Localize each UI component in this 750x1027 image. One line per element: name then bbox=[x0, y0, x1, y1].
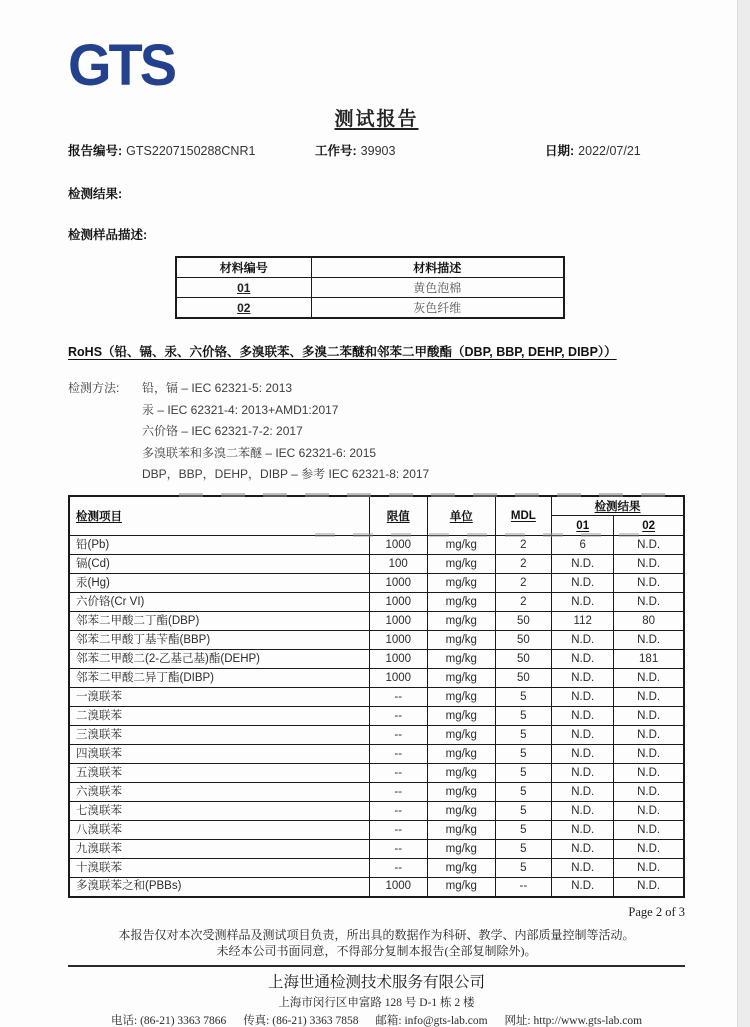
method-line: 汞 – IEC 62321-4: 2013+AMD1:2017 bbox=[142, 402, 339, 417]
table-cell: 镉(Cd) bbox=[69, 555, 369, 574]
table-cell: N.D. bbox=[552, 707, 614, 726]
table-cell: 5 bbox=[495, 707, 552, 726]
table-cell: N.D. bbox=[614, 745, 684, 764]
table-cell: 02 bbox=[176, 298, 311, 319]
results-table-container bbox=[68, 495, 685, 898]
table-cell: mg/kg bbox=[427, 840, 495, 859]
sample-description-label: 检测样品描述: bbox=[68, 228, 148, 242]
job-number-label: 工作号: bbox=[315, 144, 357, 158]
table-cell: mg/kg bbox=[427, 536, 495, 555]
table-cell: N.D. bbox=[552, 764, 614, 783]
email-value: info@gts-lab.com bbox=[404, 1014, 488, 1027]
table-cell: 1000 bbox=[369, 612, 427, 631]
table-row bbox=[69, 783, 684, 802]
table-cell: mg/kg bbox=[427, 745, 495, 764]
test-methods-lines bbox=[142, 378, 685, 486]
table-cell: 1000 bbox=[369, 650, 427, 669]
disclaimer bbox=[68, 927, 685, 960]
company-name: 上海世通检测技术服务有限公司 bbox=[267, 973, 485, 991]
table-cell: 灰色纤维 bbox=[311, 298, 564, 319]
table-cell: N.D. bbox=[614, 802, 684, 821]
table-cell: 八溴联苯 bbox=[69, 821, 369, 840]
table-cell: 5 bbox=[495, 859, 552, 878]
report-number-label: 报告编号: bbox=[68, 144, 123, 158]
table-cell: 1000 bbox=[369, 593, 427, 612]
table-cell: 黄色泡棉 bbox=[311, 278, 564, 298]
report-number bbox=[68, 141, 315, 159]
email-label: 邮箱: bbox=[375, 1014, 402, 1027]
table-cell: N.D. bbox=[614, 764, 684, 783]
results-header-unit: 单位 bbox=[449, 510, 473, 523]
table-cell: N.D. bbox=[614, 840, 684, 859]
table-cell: -- bbox=[495, 878, 552, 897]
test-methods-label: 检测方法: bbox=[68, 381, 120, 395]
website bbox=[504, 1015, 642, 1027]
results-header-row-1 bbox=[69, 496, 684, 516]
table-cell: 2 bbox=[495, 593, 552, 612]
table-row bbox=[69, 707, 684, 726]
table-row bbox=[69, 631, 684, 650]
materials-table bbox=[175, 256, 565, 319]
results-header-item: 检测项目 bbox=[76, 510, 122, 523]
materials-header-row bbox=[176, 257, 564, 278]
table-cell: mg/kg bbox=[427, 669, 495, 688]
table-row bbox=[69, 726, 684, 745]
website-value: http://www.gts-lab.com bbox=[533, 1014, 643, 1027]
table-row bbox=[69, 821, 684, 840]
table-cell: -- bbox=[369, 764, 427, 783]
table-cell: -- bbox=[369, 688, 427, 707]
table-cell: N.D. bbox=[552, 574, 614, 593]
table-cell: 四溴联苯 bbox=[69, 745, 369, 764]
table-row bbox=[69, 612, 684, 631]
table-cell: N.D. bbox=[552, 593, 614, 612]
table-cell: 汞(Hg) bbox=[69, 574, 369, 593]
method-line: 六价铬 – IEC 62321-7-2: 2017 bbox=[142, 424, 303, 438]
table-cell: N.D. bbox=[552, 859, 614, 878]
table-cell: -- bbox=[369, 821, 427, 840]
table-row bbox=[69, 745, 684, 764]
table-cell: 50 bbox=[495, 631, 552, 650]
email bbox=[375, 1015, 487, 1027]
report-meta-row bbox=[68, 141, 685, 159]
table-cell: 5 bbox=[495, 783, 552, 802]
table-cell: 1000 bbox=[369, 669, 427, 688]
table-cell: mg/kg bbox=[427, 821, 495, 840]
job-number bbox=[315, 141, 545, 159]
fax-label: 传真: bbox=[243, 1014, 270, 1027]
table-row bbox=[176, 298, 564, 319]
table-cell: N.D. bbox=[552, 745, 614, 764]
table-cell: 5 bbox=[495, 745, 552, 764]
table-cell: N.D. bbox=[552, 878, 614, 897]
test-results-label: 检测结果: bbox=[68, 187, 123, 201]
table-cell: 5 bbox=[495, 840, 552, 859]
phone bbox=[111, 1015, 226, 1027]
table-cell: N.D. bbox=[552, 840, 614, 859]
report-content bbox=[68, 0, 685, 1027]
method-line: 铅，镉 – IEC 62321-5: 2013 bbox=[142, 381, 293, 395]
table-cell: 邻苯二甲酸二丁酯(DBP) bbox=[69, 612, 369, 631]
table-cell: N.D. bbox=[552, 688, 614, 707]
table-cell: 十溴联苯 bbox=[69, 859, 369, 878]
table-cell: 5 bbox=[495, 688, 552, 707]
footer-divider bbox=[68, 965, 685, 967]
table-cell: N.D. bbox=[552, 631, 614, 650]
table-cell: -- bbox=[369, 707, 427, 726]
rohs-heading: RoHS（铅、镉、汞、六价铬、多溴联苯、多溴二苯醚和邻苯二甲酸酯（DBP, BBP, DEHP, DIBP）） bbox=[68, 345, 617, 359]
results-header-mdl: MDL bbox=[510, 509, 536, 522]
report-title bbox=[68, 104, 685, 131]
table-cell: 181 bbox=[614, 650, 684, 669]
company-address: 上海市闵行区申富路 128 号 D-1 栋 2 楼 bbox=[278, 996, 475, 1009]
table-cell: 铅(Pb) bbox=[69, 536, 369, 555]
table-cell: 邻苯二甲酸二异丁酯(DIBP) bbox=[69, 669, 369, 688]
phone-value: (86-21) 3363 7866 bbox=[140, 1014, 227, 1027]
table-cell: N.D. bbox=[614, 707, 684, 726]
report-number-value: GTS2207150288CNR1 bbox=[126, 144, 256, 158]
phone-label: 电话: bbox=[110, 1014, 138, 1027]
table-cell: 九溴联苯 bbox=[69, 840, 369, 859]
table-cell: 邻苯二甲酸二(2-乙基己基)酯(DEHP) bbox=[69, 650, 369, 669]
table-cell: mg/kg bbox=[427, 688, 495, 707]
method-line: DBP，BBP，DEHP，DIBP – 参考 IEC 62321-8: 2017 bbox=[142, 467, 430, 481]
materials-header-desc: 材料描述 bbox=[311, 257, 564, 278]
table-cell: 五溴联苯 bbox=[69, 764, 369, 783]
table-cell: 邻苯二甲酸丁基苄酯(BBP) bbox=[69, 631, 369, 650]
table-cell: 50 bbox=[495, 612, 552, 631]
table-cell: N.D. bbox=[552, 650, 614, 669]
table-cell: N.D. bbox=[552, 726, 614, 745]
table-cell: 1000 bbox=[369, 536, 427, 555]
table-cell: mg/kg bbox=[427, 631, 495, 650]
table-cell: -- bbox=[369, 783, 427, 802]
table-cell: mg/kg bbox=[427, 593, 495, 612]
table-cell: N.D. bbox=[552, 821, 614, 840]
table-cell: N.D. bbox=[614, 821, 684, 840]
results-header-result-group: 检测结果 bbox=[594, 500, 641, 513]
table-cell: -- bbox=[369, 840, 427, 859]
disclaimer-line-1: 本报告仅对本次受测样品及测试项目负责，所出具的数据作为科研、教学、内部质量控制等活动。 bbox=[118, 927, 635, 942]
table-cell: 2 bbox=[495, 555, 552, 574]
table-cell: mg/kg bbox=[427, 650, 495, 669]
table-cell: mg/kg bbox=[427, 802, 495, 821]
table-row bbox=[69, 802, 684, 821]
table-cell: 1000 bbox=[369, 574, 427, 593]
table-cell: 5 bbox=[495, 764, 552, 783]
table-cell: 100 bbox=[369, 555, 427, 574]
table-cell: N.D. bbox=[614, 669, 684, 688]
table-cell: N.D. bbox=[614, 593, 684, 612]
table-cell: N.D. bbox=[614, 726, 684, 745]
table-cell: 2 bbox=[495, 574, 552, 593]
materials-table-body bbox=[176, 278, 564, 319]
table-cell: N.D. bbox=[614, 688, 684, 707]
table-cell: 六价铬(Cr VI) bbox=[69, 593, 369, 612]
fax bbox=[243, 1015, 358, 1027]
table-cell: N.D. bbox=[552, 555, 614, 574]
materials-header-id: 材料编号 bbox=[176, 257, 311, 278]
table-cell: mg/kg bbox=[427, 574, 495, 593]
method-line: 多溴联苯和多溴二苯醚 – IEC 62321-6: 2015 bbox=[142, 445, 377, 460]
results-header-col02: 02 bbox=[642, 519, 656, 532]
table-row bbox=[69, 840, 684, 859]
table-row bbox=[69, 764, 684, 783]
table-cell: N.D. bbox=[614, 574, 684, 593]
table-cell: 50 bbox=[495, 669, 552, 688]
gts-logo: GTS bbox=[68, 31, 175, 98]
table-cell: 二溴联苯 bbox=[69, 707, 369, 726]
table-cell: mg/kg bbox=[427, 878, 495, 897]
table-cell: -- bbox=[369, 859, 427, 878]
results-header-limit: 限值 bbox=[386, 510, 410, 523]
table-row bbox=[69, 650, 684, 669]
fax-value: (86-21) 3363 7858 bbox=[272, 1014, 359, 1027]
table-row bbox=[69, 688, 684, 707]
table-cell: mg/kg bbox=[427, 764, 495, 783]
table-row bbox=[69, 574, 684, 593]
table-cell: mg/kg bbox=[427, 726, 495, 745]
table-cell: -- bbox=[369, 726, 427, 745]
website-label: 网址: bbox=[504, 1014, 531, 1027]
table-row bbox=[69, 878, 684, 897]
table-cell: N.D. bbox=[614, 878, 684, 897]
table-row bbox=[69, 859, 684, 878]
table-cell: mg/kg bbox=[427, 783, 495, 802]
report-date-value: 2022/07/21 bbox=[578, 144, 641, 158]
table-cell: 5 bbox=[495, 802, 552, 821]
table-cell: 5 bbox=[495, 821, 552, 840]
results-table bbox=[68, 495, 685, 898]
job-number-value: 39903 bbox=[360, 144, 396, 158]
table-row bbox=[69, 669, 684, 688]
page-number: Page 2 of 3 bbox=[628, 904, 685, 919]
report-date-label: 日期: bbox=[545, 144, 575, 158]
table-cell: N.D. bbox=[614, 555, 684, 574]
table-cell: 2 bbox=[495, 536, 552, 555]
table-cell: mg/kg bbox=[427, 859, 495, 878]
test-methods bbox=[68, 378, 685, 486]
table-cell: 50 bbox=[495, 650, 552, 669]
results-header-col01: 01 bbox=[576, 519, 590, 532]
table-cell: 1000 bbox=[369, 631, 427, 650]
table-cell: mg/kg bbox=[427, 612, 495, 631]
table-cell: mg/kg bbox=[427, 555, 495, 574]
table-cell: 6 bbox=[552, 536, 614, 555]
table-row bbox=[69, 555, 684, 574]
table-cell: N.D. bbox=[552, 669, 614, 688]
table-cell: 1000 bbox=[369, 878, 427, 897]
table-cell: 一溴联苯 bbox=[69, 688, 369, 707]
table-cell: 多溴联苯之和(PBBs) bbox=[69, 878, 369, 897]
table-row bbox=[176, 278, 564, 298]
disclaimer-line-2: 未经本公司书面同意，不得部分复制本报告(全部复制除外)。 bbox=[216, 944, 537, 958]
table-cell: 80 bbox=[614, 612, 684, 631]
table-cell: N.D. bbox=[614, 536, 684, 555]
table-cell: 112 bbox=[552, 612, 614, 631]
table-cell: 七溴联苯 bbox=[69, 802, 369, 821]
table-cell: -- bbox=[369, 745, 427, 764]
table-row bbox=[69, 536, 684, 555]
table-cell: mg/kg bbox=[427, 707, 495, 726]
table-cell: N.D. bbox=[614, 631, 684, 650]
report-date bbox=[545, 141, 685, 159]
report-title-text: 测试报告 bbox=[334, 109, 419, 130]
table-cell: 六溴联苯 bbox=[69, 783, 369, 802]
table-cell: N.D. bbox=[614, 783, 684, 802]
results-table-body bbox=[69, 536, 684, 897]
scan-edge-shadow bbox=[737, 0, 750, 1027]
table-row bbox=[69, 593, 684, 612]
table-cell: -- bbox=[369, 802, 427, 821]
table-cell: N.D. bbox=[552, 802, 614, 821]
contact-line bbox=[68, 1012, 685, 1027]
table-cell: 5 bbox=[495, 726, 552, 745]
table-cell: 三溴联苯 bbox=[69, 726, 369, 745]
table-cell: N.D. bbox=[552, 783, 614, 802]
table-cell: N.D. bbox=[614, 859, 684, 878]
table-cell: 01 bbox=[176, 278, 311, 298]
